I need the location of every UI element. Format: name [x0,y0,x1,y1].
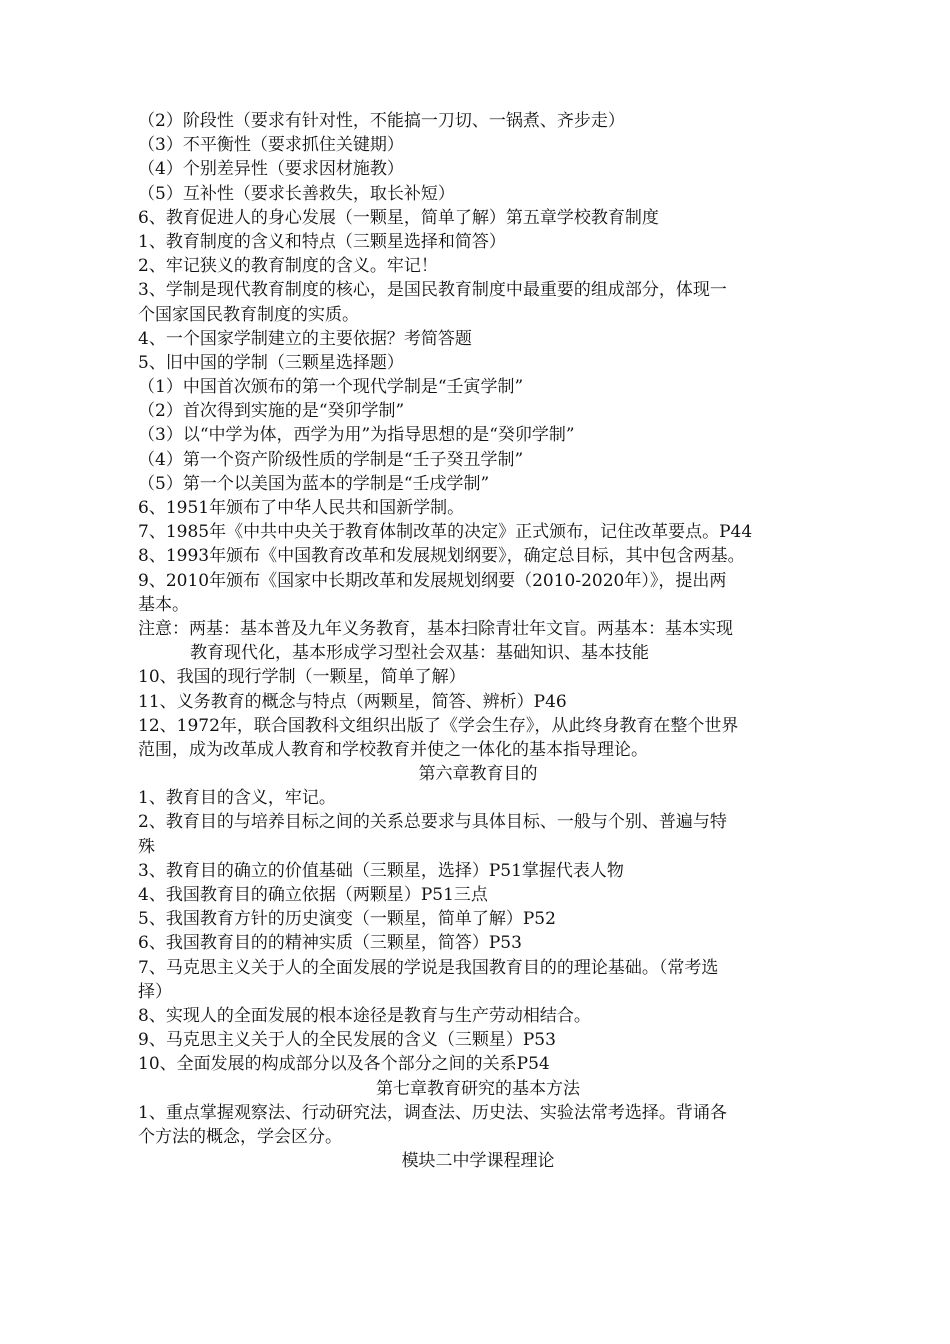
text-line: 殊 [138,836,155,857]
text-line: 1、教育制度的含义和特点（三颗星选择和简答） [138,231,506,252]
text-line: 3、学制是现代教育制度的核心，是国民教育制度中最重要的组成部分，体现一 [138,280,727,301]
chapter-heading: 第六章教育目的 [418,764,538,785]
text-line: 6、教育促进人的身心发展（一颗星，简单了解）第五章学校教育制度 [138,207,659,228]
text-line: 2、教育目的与培养目标之间的关系总要求与具体目标、一般与个别、普遍与特 [138,812,727,833]
text-line: 12、1972年，联合国教科文组织出版了《学会生存》，从此终身教育在整个世界 [138,715,739,736]
text-line: （3）不平衡性（要求抓住关键期） [138,135,404,156]
text-line: （4）第一个资产阶级性质的学制是“壬子癸丑学制” [138,449,524,470]
text-line: 10、全面发展的构成部分以及各个部分之间的关系P54 [138,1054,550,1075]
text-line: 9、2010年颁布《国家中长期改革和发展规划纲要（2010-2020年）》，提出两 [138,570,727,591]
document-page [138,109,818,1173]
text-line: 1、教育目的含义，牢记。 [138,788,336,809]
text-line: 个国家国民教育制度的实质。 [138,304,359,325]
text-line: （5）第一个以美国为蓝本的学制是“壬戌学制” [138,473,490,494]
text-line: （2）阶段性（要求有针对性，不能搞一刀切、一锅煮、齐步走） [138,111,625,131]
text-line: 6、我国教育目的的精神实质（三颗星，简答）P53 [138,933,522,954]
text-line: （2）首次得到实施的是“癸卯学制” [138,401,405,422]
text-line: 9、马克思主义关于人的全民发展的含义（三颗星）P53 [138,1030,556,1051]
text-line: 8、1993年颁布《中国教育改革和发展规划纲要》，确定总目标，其中包含两基。 [138,546,745,567]
text-line: 6、1951年颁布了中华人民共和国新学制。 [138,498,465,518]
chapter-heading: 第七章教育研究的基本方法 [376,1078,580,1099]
text-line: 7、马克思主义关于人的全面发展的学说是我国教育目的的理论基础。（常考选 [138,957,719,978]
text-line: （5）互补性（要求长善救失，取长补短） [138,183,455,204]
module-heading: 模块二中学课程理论 [401,1151,555,1172]
text-line: 10、我国的现行学制（一颗星，简单了解） [138,667,466,688]
text-line: 1、重点掌握观察法、行动研究法，调查法、历史法、实验法常考选择。背诵各 [138,1102,727,1123]
text-line: （4）个别差异性（要求因材施教） [138,159,404,180]
text-line: 基本。 [138,594,189,615]
text-line: 11、义务教育的概念与特点（两颗星，简答、辨析）P46 [138,691,567,712]
text-line: 4、我国教育目的确立依据（两颗星）P51三点 [138,885,488,905]
text-line: 范围，成为改革成人教育和学校教育并使之一体化的基本指导理论。 [138,739,648,760]
text-line: （1）中国首次颁布的第一个现代学制是“壬寅学制” [138,377,524,398]
text-line: 5、旧中国的学制（三颗星选择题） [138,352,404,373]
note-line-continued: 教育现代化，基本形成学习型社会双基：基础知识、基本技能 [190,643,649,664]
text-line: 5、我国教育方针的历史演变（一颗星，简单了解）P52 [138,909,556,930]
text-line: 3、教育目的确立的价值基础（三颗星，选择）P51掌握代表人物 [138,860,624,881]
text-line: 8、实现人的全面发展的根本途径是教育与生产劳动相结合。 [138,1005,591,1026]
text-line: 个方法的概念，学会区分。 [138,1126,342,1147]
note-line: 注意：两基：基本普及九年义务教育，基本扫除青壮年文盲。两基本：基本实现 [138,618,733,639]
text-line: 2、牢记狭义的教育制度的含义。牢记！ [138,256,438,277]
text-line: 4、一个国家学制建立的主要依据？考简答题 [138,328,472,349]
text-line: 择） [138,981,172,1002]
text-line: 7、1985年《中共中央关于教育体制改革的决定》正式颁布，记住改革要点。P44 [138,522,753,543]
text-line: （3）以“中学为体，西学为用”为指导思想的是“癸卯学制” [138,425,575,446]
